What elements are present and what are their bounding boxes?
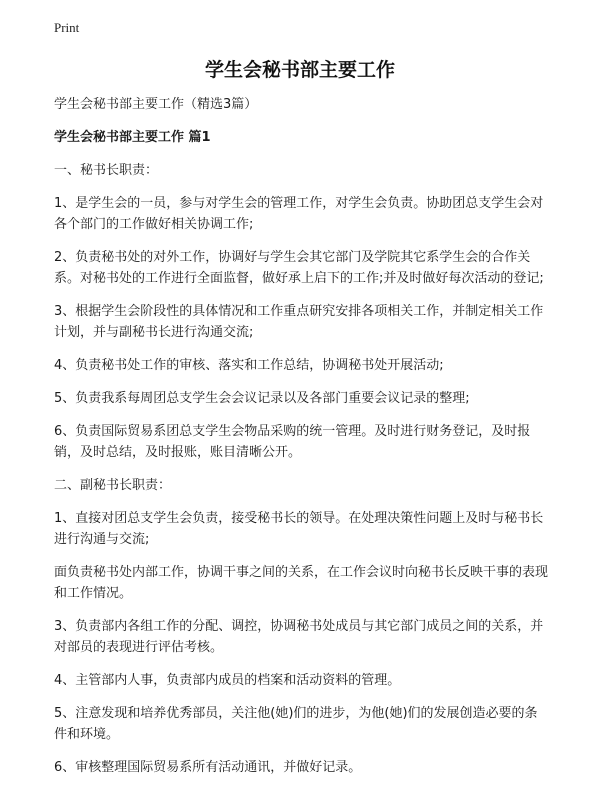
paragraph: 3、负责部内各组工作的分配、调控，协调秘书处成员与其它部门成员之间的关系，并对部员的表现进行评估考核。 xyxy=(54,619,544,655)
section-heading: 学生会秘书部主要工作 篇1 xyxy=(54,130,211,145)
paragraph: 3、根据学生会阶段性的具体情况和工作重点研究安排各项相关工作，并制定相关工作计划，并与副秘书长进行沟通交流; xyxy=(54,304,544,340)
page-title: 学生会秘书部主要工作 xyxy=(204,59,395,81)
document-subtitle: 学生会秘书部主要工作（精选3篇） xyxy=(54,97,258,112)
paragraph: 4、负责秘书处工作的审核、落实和工作总结，协调秘书处开展活动; xyxy=(54,358,444,373)
document-body xyxy=(54,94,550,790)
paragraph: 6、审核整理国际贸易系所有活动通讯，并做好记录。 xyxy=(54,760,362,775)
paragraph: 面负责秘书处内部工作，协调干事之间的关系，在工作会议时向秘书长反映干事的表现和工作情况。 xyxy=(54,565,549,601)
paragraph: 1、是学生会的一员，参与对学生会的管理工作，对学生会负责。协助团总支学生会对各个部门的工作做好相关协调工作; xyxy=(54,196,544,232)
paragraph: 5、负责我系每周团总支学生会会议记录以及各部门重要会议记录的整理; xyxy=(54,391,470,406)
paragraph: 一、秘书长职责： xyxy=(54,163,159,178)
print-link[interactable]: Print xyxy=(54,20,80,35)
paragraph: 4、主管部内人事，负责部内成员的档案和活动资料的管理。 xyxy=(54,673,401,688)
paragraph: 1、直接对团总支学生会负责，接受秘书长的领导。在处理决策性问题上及时与秘书长进行沟通与交流; xyxy=(54,511,544,547)
paragraph: 2、负责秘书处的对外工作，协调好与学生会其它部门及学院其它系学生会的合作关系。对秘书处的工作进行全面监督，做好承上启下的工作;并及时做好每次活动的登记; xyxy=(54,250,544,286)
paragraph: 二、副秘书长职责： xyxy=(54,478,172,493)
paragraph: 5、注意发现和培养优秀部员，关注他(她)们的进步，为他(她)们的发展创造必要的条件和环境。 xyxy=(54,706,538,742)
paragraph: 6、负责国际贸易系团总支学生会物品采购的统一管理。及时进行财务登记，及时报销，及时总结，及时报账，账目清晰公开。 xyxy=(54,424,531,460)
